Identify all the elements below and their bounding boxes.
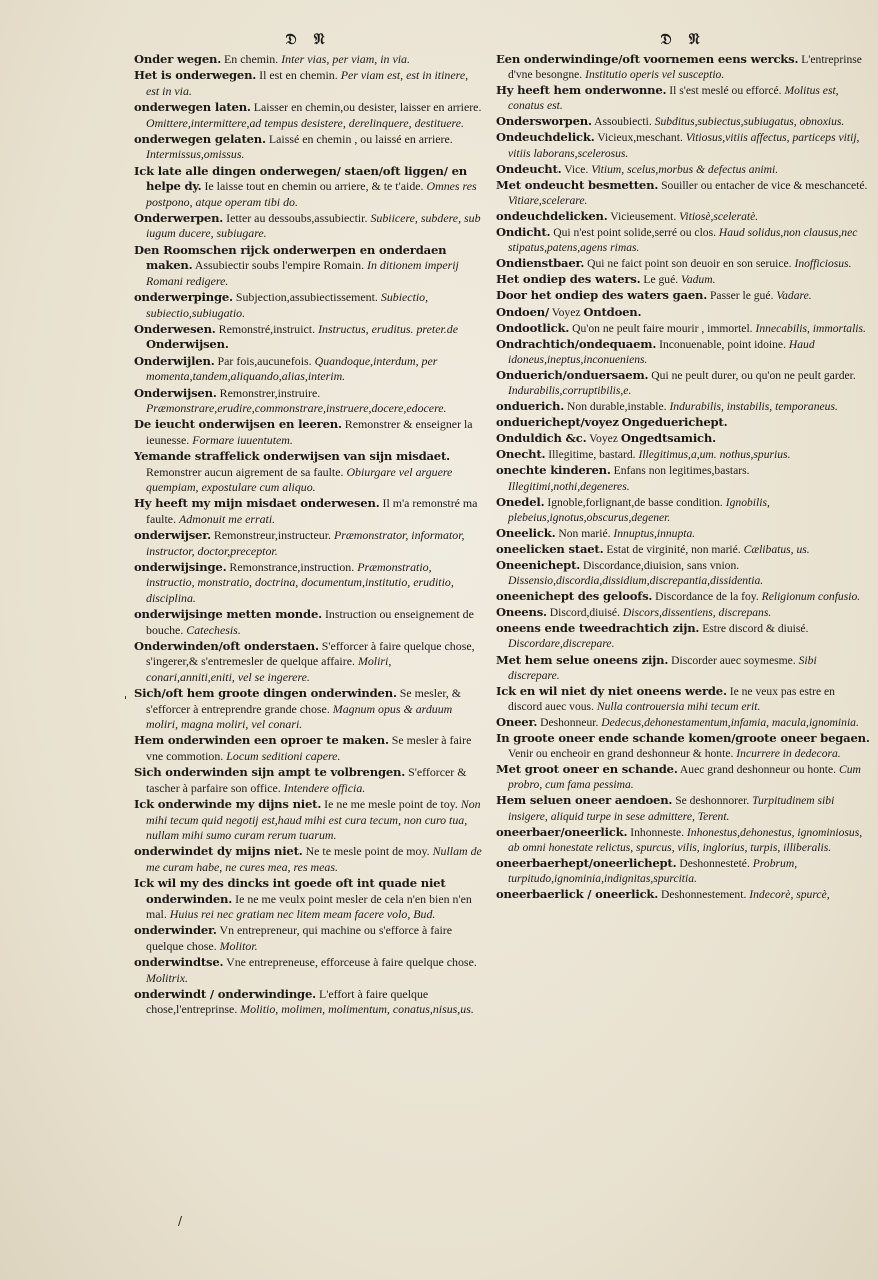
latin-gloss: Dissensio,discordia,dissidium,discrepantia,dissidentia. xyxy=(508,574,764,588)
french-gloss: Discordance,diuision, sans vnion. xyxy=(582,559,740,572)
headword: Oneelick. xyxy=(496,525,556,540)
headword: onduerich. xyxy=(496,399,565,414)
latin-gloss: Inhonestus,dehonestus, ignominiosus, ab omni honestate relictus, spurcus, vilis, inglorius, turpis, illiberalis. xyxy=(508,825,863,854)
headword: Onderwesen. xyxy=(134,321,216,336)
french-gloss: Ie ne me mesle point de toy. xyxy=(324,797,458,812)
headword: Den Roomschen rijck onderwerpen en onderdaen maken. xyxy=(134,242,447,273)
headword: Hem seluen oneer aendoen. xyxy=(496,793,673,808)
french-gloss: Voyez xyxy=(551,305,581,319)
french-gloss: Se deshonnorer. xyxy=(675,794,750,808)
french-gloss: Estre discord & diuisé. xyxy=(702,622,809,636)
latin-gloss: Vitiosè,sceleratè. xyxy=(679,209,759,223)
headword: Onderwinden/oft onderstaen. xyxy=(134,639,319,654)
headword: onduerichept/voyez xyxy=(496,415,619,430)
latin-gloss: Intendere officia. xyxy=(283,780,366,795)
french-gloss: Assubiectir soubs l'empire Romain. xyxy=(194,258,365,273)
latin-gloss: Subiicere, subdere, sub iugum ducere, subiugare. xyxy=(146,211,481,241)
dictionary-entry xyxy=(496,178,870,208)
french-gloss: Ie ne veux pas estre en discord auec vous. xyxy=(508,684,835,713)
french-gloss: Discorder auec soymesme. xyxy=(671,653,796,667)
bottom-mark: / xyxy=(178,1214,183,1228)
dictionary-entry xyxy=(496,337,870,367)
french-gloss: Se mesler, & s'efforcer à entreprendre grande chose. xyxy=(146,686,462,716)
latin-gloss: Præmonstratio, instructio, monstratio, doctrina, documentum,institutio, eruditio, disciplina. xyxy=(146,560,454,605)
french-gloss: Il s'est meslé ou efforcé. xyxy=(669,84,782,98)
french-gloss: Qui ne faict point son deuoir en son seruice. xyxy=(587,257,792,271)
headword: Hem onderwinden een oproer te maken. xyxy=(134,733,389,748)
latin-gloss: Instructus, eruditus. preter.de xyxy=(318,321,458,336)
french-gloss: Passer le gué. xyxy=(709,289,774,303)
latin-gloss: Discordare,discrepare. xyxy=(508,637,615,651)
dictionary-entry xyxy=(134,639,482,685)
headword: onderwijser. xyxy=(134,528,211,543)
french-gloss: Inconuenable, point idoine. xyxy=(659,337,786,351)
french-gloss: Non durable,instable. xyxy=(567,400,667,414)
french-gloss: Vne entrepreneuse, efforceuse à faire quelque chose. xyxy=(226,955,477,970)
headword: Met hem selue oneens zijn. xyxy=(496,652,669,667)
french-gloss: Voyez xyxy=(589,432,618,446)
headword: oneerbaerlick / oneerlick. xyxy=(496,886,659,901)
dictionary-entry xyxy=(134,68,482,99)
latin-gloss: Illegitimi,nothi,degeneres. xyxy=(508,479,630,493)
dictionary-entry xyxy=(496,653,870,683)
latin-gloss: Vitiosus,vitiis affectus, particeps vitij, vitiis laborans,scelerosus. xyxy=(508,131,860,160)
dictionary-entry xyxy=(496,495,870,525)
french-gloss: Laisser en chemin,ou desister, laisser en arriere. xyxy=(253,100,482,115)
dictionary-entry xyxy=(134,987,482,1018)
dictionary-entry xyxy=(134,164,482,210)
headword: onderwijsinge. xyxy=(134,560,227,574)
latin-gloss: Haud idoneus,ineptus,inconueniens. xyxy=(508,337,815,366)
latin-gloss: Vadare. xyxy=(776,289,812,303)
latin-gloss: Molitor. xyxy=(219,938,258,953)
french-gloss: Vn entrepreneur, qui machine ou s'efforce à faire quelque chose. xyxy=(146,923,453,953)
dictionary-entry xyxy=(496,825,870,855)
dictionary-entry xyxy=(496,272,870,287)
french-gloss: Par fois,aucunefois. xyxy=(217,353,312,368)
headword: Ondrachtich/ondequaem. xyxy=(496,336,657,351)
headword: Onderwijlen. xyxy=(134,353,215,368)
french-gloss: Souiller ou entacher de vice & meschanceté. xyxy=(661,178,868,192)
french-gloss: L'entreprinse d'vne besongne. xyxy=(508,53,862,82)
french-gloss: Remonstrer,instruire. xyxy=(219,385,321,400)
dictionary-entry xyxy=(496,558,870,588)
french-gloss: Deshonnesteté. xyxy=(679,856,750,870)
french-gloss: Venir ou encheoir en grand deshonneur & honte. xyxy=(508,747,734,761)
latin-gloss: Magnum opus & arduum moliri, magna moliri, vel conari. xyxy=(146,701,453,732)
latin-gloss: Cælibatus, us. xyxy=(743,542,810,556)
dictionary-entry xyxy=(496,605,870,620)
french-gloss: En chemin. xyxy=(224,52,279,66)
dictionary-entry xyxy=(134,449,482,495)
french-gloss: Non marié. xyxy=(558,526,611,540)
french-gloss: Remonstré,instruict. xyxy=(218,321,316,336)
latin-gloss: Omittere,intermittere,ad tempus desistere, derelinquere, destituere. xyxy=(146,115,464,130)
french-gloss: L'effort à faire quelque chose,l'entreprinse. xyxy=(146,986,429,1017)
latin-gloss: Incurrere in dedecora. xyxy=(736,747,841,761)
latin-gloss: Vadum. xyxy=(681,273,716,287)
dictionary-entry xyxy=(134,955,482,986)
french-gloss: S'efforcer à faire quelque chose, s'ingerer,& s'entremesler de quelque affaire. xyxy=(146,639,475,669)
headword: Onderwerpen. xyxy=(134,211,224,226)
dictionary-entry xyxy=(134,733,482,764)
headword: Ondootlick. xyxy=(496,320,570,335)
french-gloss: Instruction ou enseignement de bouche. xyxy=(146,607,474,637)
dictionary-entry xyxy=(496,621,870,651)
headword: Onduerich/onduersaem. xyxy=(496,367,649,382)
french-gloss: Se mesler à faire vne commotion. xyxy=(146,733,472,763)
french-gloss: Enfans non legitimes,bastars. xyxy=(613,464,750,478)
headword: oneerbaerhept/oneerlichept. xyxy=(496,855,677,870)
dictionary-entry xyxy=(134,100,482,131)
headword: Onderwijsen. xyxy=(134,385,217,400)
headword: Oneens. xyxy=(496,605,547,620)
dictionary-entry xyxy=(496,415,870,430)
headword: onderwerpinge. xyxy=(134,290,233,305)
french-gloss: Vicieusement. xyxy=(610,209,677,223)
latin-gloss: Per viam est, est in itinere, est in via. xyxy=(146,68,469,98)
french-gloss: Remonstrance,instruction. xyxy=(229,560,355,574)
latin-gloss: Admonuit me errati. xyxy=(179,511,276,526)
french-gloss: Discord,diuisé. xyxy=(549,606,620,620)
headword: Met groot oneer en schande. xyxy=(496,762,678,777)
headword: Ick onderwinde my dijns niet. xyxy=(134,797,322,812)
headword: oneens ende tweedrachtich zijn. xyxy=(496,621,700,636)
latin-gloss: Vitium, scelus,morbus & defectus animi. xyxy=(591,162,779,176)
latin-gloss: Præmonstrare,erudire,commonstrare,instruere,docere,edocere. xyxy=(146,400,447,415)
dictionary-entry xyxy=(134,243,482,289)
headword: Het ondiep des waters. xyxy=(496,272,641,287)
dictionary-entry xyxy=(496,463,870,493)
latin-gloss: Nullam de me curam habe, ne cures mea, res meas. xyxy=(146,844,482,874)
latin-gloss: Cum probro, cum fama pessima. xyxy=(508,763,861,792)
french-gloss: Vice. xyxy=(564,162,589,176)
right-column xyxy=(496,30,870,903)
latin-gloss: Probrum, turpitudo,ignominia,indignitas,spurcitia. xyxy=(508,856,798,885)
dictionary-entry xyxy=(134,528,482,559)
latin-gloss: Institutio operis vel susceptio. xyxy=(585,68,725,82)
headword: De ieucht onderwijsen en leeren. xyxy=(134,417,342,432)
dictionary-entry xyxy=(496,209,870,224)
headword: onderwindet dy mijns niet. xyxy=(134,844,303,859)
right-entry-list xyxy=(496,52,870,902)
latin-gloss: Formare iuuentutem. xyxy=(192,432,293,447)
latin-gloss: In ditionem imperij Romani redigere. xyxy=(146,258,459,288)
dictionary-entry xyxy=(496,368,870,398)
headword: Onduldich &c. xyxy=(496,431,587,446)
latin-gloss: Inofficiosus. xyxy=(794,257,852,271)
dictionary-entry xyxy=(496,399,870,414)
french-gloss: Ne te mesle point de moy. xyxy=(305,844,430,859)
latin-gloss: Haud solidus,non clausus,nec stipatus,patens,agens rimas. xyxy=(508,226,858,255)
signature-mark-left: 𝔇 𝔑 xyxy=(285,30,331,48)
headword: Yemande straffelick onderwijsen van sijn misdaet. xyxy=(134,449,450,464)
headword: Oneenichept. xyxy=(496,558,581,572)
latin-gloss: Nulla controuersia mihi tecum erit. xyxy=(596,699,761,713)
headword: In groote oneer ende schande komen/groote oneer begaen. xyxy=(496,731,870,746)
dictionary-entry xyxy=(496,321,870,336)
left-entry-list xyxy=(134,52,482,1018)
latin-gloss: Religionum confusio. xyxy=(761,590,861,604)
latin-gloss: Turpitudinem sibi insigere, aliquid turpe in sese admittere, Terent. xyxy=(508,794,835,823)
dictionary-entry xyxy=(496,162,870,177)
dictionary-entry xyxy=(134,211,482,242)
dictionary-entry xyxy=(496,431,870,446)
headword: Onecht. xyxy=(496,447,546,462)
headword: Een onderwindinge/oft voornemen eens wercks. xyxy=(496,52,799,66)
cross-reference: Ontdoen. xyxy=(583,304,642,319)
dictionary-entry xyxy=(496,52,870,82)
headword: Sich onderwinden sijn ampt te volbrengen. xyxy=(134,765,406,780)
latin-gloss: Molitrix. xyxy=(146,970,188,985)
headword: Het is onderwegen. xyxy=(134,68,257,83)
dictionary-entry xyxy=(134,386,482,417)
latin-gloss: Subiectio, subiectio,subiugatio. xyxy=(146,290,429,320)
left-column xyxy=(134,30,482,1019)
dictionary-entry xyxy=(134,52,482,67)
dictionary-entry xyxy=(134,417,482,448)
dictionary-entry xyxy=(134,607,482,638)
french-gloss: Qui ne peult durer, ou qu'on ne peult garder. xyxy=(651,368,856,382)
french-gloss: Illegitime, bastard. xyxy=(548,448,636,462)
headword: oneerbaer/oneerlick. xyxy=(496,824,628,839)
cross-reference: Ongedtsamich. xyxy=(620,431,716,446)
latin-gloss: Præmonstrator, informator, instructor, doctor,preceptor. xyxy=(146,528,465,558)
headword: Ondienstbaer. xyxy=(496,256,585,271)
margin-mark: ' xyxy=(124,694,128,707)
dictionary-entry xyxy=(134,765,482,796)
cross-reference: Onderwijsen. xyxy=(146,337,229,352)
french-gloss: Il est en chemin. xyxy=(259,68,338,83)
headword: Ondicht. xyxy=(496,225,551,240)
dictionary-entry xyxy=(496,83,870,113)
latin-gloss: Molitus est, conatus est. xyxy=(508,84,839,113)
french-gloss: Inhonneste. xyxy=(630,825,685,839)
headword: Oneer. xyxy=(496,714,538,729)
headword: oneelicken staet. xyxy=(496,541,604,556)
latin-gloss: Omnes res postpono, atque operam tibi do. xyxy=(146,179,477,209)
latin-gloss: Moliri, conari,anniti,eniti, vel se ingerere. xyxy=(146,654,392,684)
latin-gloss: Catechesis. xyxy=(186,622,241,637)
headword: Onder wegen. xyxy=(134,52,222,66)
dictionary-entry xyxy=(496,114,870,129)
latin-gloss: Indecorè, spurcè, xyxy=(749,887,830,901)
headword: oneenichept des geloofs. xyxy=(496,589,653,604)
headword: onderwijsinge metten monde. xyxy=(134,607,322,622)
dictionary-entry xyxy=(496,589,870,604)
headword: Ick wil my des dincks int goede oft int quade niet onderwinden. xyxy=(134,876,446,906)
latin-gloss: Indurabilis,corruptibilis,e. xyxy=(508,383,632,397)
cross-reference: Ongeduerichept. xyxy=(621,415,728,430)
dictionary-entry xyxy=(496,684,870,714)
french-gloss: Estat de virginité, non marié. xyxy=(606,542,741,556)
latin-gloss: Innuptus,innupta. xyxy=(613,526,696,540)
french-gloss: Le gué. xyxy=(643,273,679,287)
dictionary-entry xyxy=(496,526,870,541)
dictionary-entry xyxy=(134,797,482,843)
dictionary-entry xyxy=(496,288,870,303)
latin-gloss: Ignobilis, plebeius,ignotus,obscurus,degener. xyxy=(508,495,770,524)
french-gloss: Remonstrer & enseigner la ieunesse. xyxy=(146,417,473,447)
latin-gloss: Discors,dissentiens, discrepans. xyxy=(622,606,772,620)
headword: Hy heeft my mijn misdaet onderwesen. xyxy=(134,496,380,511)
headword: onderwinder. xyxy=(134,923,217,938)
headword: Onedel. xyxy=(496,494,545,509)
dictionary-entry xyxy=(134,322,482,353)
french-gloss: Discordance de la foy. xyxy=(655,590,759,604)
dictionary-entry xyxy=(496,856,870,886)
latin-gloss: Innecabilis, immortalis. xyxy=(755,321,866,335)
dictionary-entry xyxy=(496,447,870,462)
french-gloss: Subjection,assubiectissement. xyxy=(235,290,378,305)
french-gloss: Assoubiecti. xyxy=(594,115,652,129)
latin-gloss: Non mihi tecum quid negotij est,haud mihi est cura tecum, non curo tua, nullam mihi sumo curam rerum tuarum. xyxy=(146,797,481,842)
dictionary-entry xyxy=(496,542,870,557)
dictionary-entry xyxy=(134,686,482,732)
dictionary-entry xyxy=(134,290,482,321)
dictionary-entry xyxy=(496,305,870,320)
headword: onderwegen gelaten. xyxy=(134,132,266,147)
headword: Ondeucht. xyxy=(496,161,562,176)
latin-gloss: Obiurgare vel arguere quempiam, expostulare cum aliquo. xyxy=(146,464,453,494)
french-gloss: Qui n'est point solide,serré ou clos. xyxy=(553,226,716,240)
headword: Met ondeucht besmetten. xyxy=(496,177,659,192)
headword: Ondersworpen. xyxy=(496,114,592,129)
dictionary-entry xyxy=(134,923,482,954)
latin-gloss: Indurabilis, instabilis, temporaneus. xyxy=(669,400,838,414)
headword: Ondoen/ xyxy=(496,304,550,319)
dictionary-entry xyxy=(496,715,870,730)
latin-gloss: Subditus,subiectus,subiugatus, obnoxius. xyxy=(654,115,845,129)
headword: Ick late alle dingen onderwegen/ staen/oft liggen/ en helpe dy. xyxy=(134,163,468,194)
latin-gloss: Illegitimus,a,um. nothus,spurius. xyxy=(638,448,791,462)
french-gloss: Ie ne me veulx point mesler de cela n'en bien n'en mal. xyxy=(146,891,472,921)
latin-gloss: Vitiare,scelerare. xyxy=(508,193,588,207)
french-gloss: Deshonneur. xyxy=(540,715,599,729)
french-gloss: Ietter au dessoubs,assubiectir. xyxy=(226,211,368,226)
french-gloss: Laissé en chemin , ou laissé en arriere. xyxy=(268,132,453,147)
latin-gloss: Inter vias, per viam, in via. xyxy=(281,52,410,66)
headword: Door het ondiep des waters gaen. xyxy=(496,288,708,303)
latin-gloss: Locum seditioni capere. xyxy=(226,748,341,763)
latin-gloss: Dedecus,dehonestamentum,infamia, macula,ignominia. xyxy=(601,715,859,729)
french-gloss: Deshonnestement. xyxy=(661,887,747,901)
signature-mark-right: 𝔇 𝔑 xyxy=(660,30,706,48)
french-gloss: Qu'on ne peult faire mourir , immortel. xyxy=(572,321,753,335)
dictionary-entry xyxy=(134,844,482,875)
dictionary-entry xyxy=(496,762,870,792)
dictionary-entry xyxy=(496,225,870,255)
dictionary-entry xyxy=(496,130,870,160)
headword: Sich/oft hem groote dingen onderwinden. xyxy=(134,686,397,701)
headword: Hy heeft hem onderwonne. xyxy=(496,83,667,98)
dictionary-entry xyxy=(496,793,870,823)
headword: ondeuchdelicken. xyxy=(496,208,608,223)
french-gloss: Ie laisse tout en chemin ou arriere, & te t'aide. xyxy=(204,179,424,194)
dictionary-entry xyxy=(134,132,482,163)
headword: Ondeuchdelick. xyxy=(496,130,595,145)
latin-gloss: Intermissus,omissus. xyxy=(146,147,245,162)
headword: onderwegen laten. xyxy=(134,100,251,115)
headword: onderwindtse. xyxy=(134,955,224,970)
dictionary-entry xyxy=(496,731,870,761)
dictionary-entry xyxy=(496,887,870,902)
dictionary-entry xyxy=(134,876,482,922)
dictionary-entry xyxy=(134,354,482,385)
french-gloss: Il m'a remonstré ma faulte. xyxy=(146,496,478,526)
french-gloss: Ignoble,forlignant,de basse condition. xyxy=(547,495,723,509)
french-gloss: S'efforcer & tascher à parfaire son office. xyxy=(146,765,467,795)
dictionary-entry xyxy=(134,560,482,606)
latin-gloss: Quandoque,interdum, per momenta,tandem,aliquando,alias,interim. xyxy=(146,353,438,384)
latin-gloss: Molitio, molimen, molimentum, conatus,nisus,us. xyxy=(240,1002,474,1017)
dictionary-entry xyxy=(496,256,870,271)
latin-gloss: Sibi discrepare. xyxy=(508,653,817,682)
french-gloss: Remonstreur,instructeur. xyxy=(213,528,331,543)
french-gloss: Remonstrer aucun aigrement de sa faulte. xyxy=(146,464,344,479)
french-gloss: Auec grand deshonneur ou honte. xyxy=(679,763,837,777)
dictionary-entry xyxy=(134,496,482,527)
headword: onderwindt / onderwindinge. xyxy=(134,986,316,1001)
latin-gloss: Huius rei nec gratiam nec litem meam facere volo, Bud. xyxy=(169,906,436,921)
french-gloss: Vicieux,meschant. xyxy=(597,131,683,145)
headword: onechte kinderen. xyxy=(496,463,611,478)
headword: Ick en wil niet dy niet oneens werde. xyxy=(496,683,727,698)
